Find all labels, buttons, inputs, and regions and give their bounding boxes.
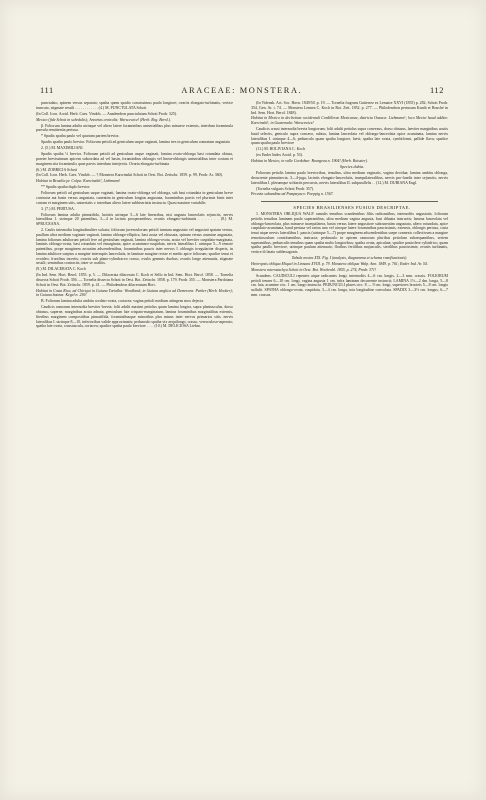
paragraph: (6.) M. ZORRICIA Schott [36,167,77,172]
paragraph: Caudicis crassi internodia brevia longiorum; folii adulti petiolus supra convexus, dorso obtusus, laeviter marginibus acutis haud selectis, geniculo supra concavo, subtus, lamina lanceolata vel oblongo-lanceolata apice acuminata, lamina nervis lateralibus I. utrinque 4—6; pedunculo quam spatha longiore, laevi; spatha late ovata, cymbiformi, pallide flava; spadice quam spatha paulo breviore [251,127,448,146]
running-title: ARACEAE: MONSTERA. [181,86,303,95]
text-columns [36,101,448,721]
paragraph: (11.) M. BOLIVIANA C. Koch [256,147,306,152]
paragraph: Foliorum petioli ad geniculum usque vaginati, lamina ovato-oblonga vel oblonga, sub basi rotundata in geniculum breve contracta aut basin versus angustata, cuneatim in geniculum longius angustata, foraminibus parvis vel plurimis binis inter costam et marginem sitis, uniseriatis v. interdum altero latere subbiseriatis instructa. Quasi maxime variabilis [36,191,233,205]
paragraph: Spadix spatha paulo brevior. Foliorum petioli ad geniculum usque vaginati, lamina tres in geniculum connatum angustata [41,140,230,145]
page-number-right: 112 [429,86,444,95]
paragraph: punctulato, spinem versus separato; spatha quem spadix crassissimus paulo longiore; ovariis elongato-turbinatis, vertice truncato, stigmate sessili . . . . . . . . . . . . (4.) M. PUNCTULATA Schott [36,101,233,110]
paragraph: Scandens. CAUDICULI repentes atque radicantes longi, internodiis 4—6 cm. longis, 2—3 mm. crassis. FOLIORUM petioli tenues 6—10 cm. longi, vagina angusta 1 cm. infra laminam decurrente instructi; LAMINA 1½—2 dm. longa, 5—8 cm. lata, acumine circ. 1 cm. longo instructa. PEDUNCULI plures circ. 8 — 9 cm. longi, superiores bracteis 5—8 cm. longis suffulti. SPATHA oblongo-ovata, cuspidata, 3—4 cm. longa, tota longitudine convoluta. SPADIX 3—3½ cm. longus, 6—7 mm. crassus. [251,273,448,297]
section-heading: SPECIES BRASILIENSES FUSIUS DESCRIPTAE. [293,205,411,211]
paragraph: (In Coll. Icon. Herb. Caes. Vindob. — † Monstera Karwinskii Schott in Oest. Bot. Zeitschr. 1859. p. 99, Prodr. Ar. 360). [36,173,223,178]
subheading: Species dubia. [339,164,365,170]
paragraph: 2. Caulis internodia longitudinaliter sulcata; foliorum juvenculorum petioli tamtum angustato vel angustati spatam versus, paullum ultra medium vaginate vaginati, lamina oblongo-elliptica, basi acuta vel obtusata, spinam versus acumine angustata, lamina foliorum adultorum petioli fere ad geniculum vaginati, lamina oblongo-ovata, acuta vel breviter cuspidato-marginata, laminis oblongo-ovata, basi rotundata vel emarginata, apice acuminato-cuspidata, nervis lateralibus I. utrinque 5—9 remote patentibus, prope marginem arcuatim adscendentibus, foraminibus paucis inter nervos I. oblongis irregulariter disperis, in lamina adultiore saepius a margine interruptis lanceolatis, in laminae margine rectae et medio apice foliorum; spadice tenui et ovoideo; fructibus incertis; ovariis sub plano-cylindraceo crasso, ovulis gemmis duobus; ovariis longe attenuatis, stigmate sessili; seminibus contractis, inter se coalitis. [36,228,233,266]
plate-reference: Tabula nostra XIX. Fig. I (analysis, diagramma et schema ramificationis). [291,256,408,261]
page-number-left: 111 [40,86,54,95]
habitat-note: Peruvia subandina ad Pampayaco: Poeppig n. 1567. [251,192,334,197]
right-column [251,101,448,721]
paragraph: 2. (5.) M. MAXIMILIANI. [41,146,84,151]
section-rule [261,201,438,202]
paragraph: (Tornelia vulgaris Schott Prodr. 357). [256,186,315,191]
running-head [40,86,444,95]
paragraph: Spadix spatha ⅓ brevior. Foliorum petioli ad geniculum usque vaginati, lamina ovato-oblonga basi rotundata obtusa, praeter brevissimum apicem subcordata ad vel basin, foraminibus oblongis vel linear-oblongis uniserialibus inter costam et marginem sita foraminulis quae parvis interdum interjectis. Ovaria elongato-turbinata [36,152,233,166]
paragraph: (In Vidensk. Act. Soc. Havn. 1849/50. p. 19. — Tornelia fragrans Gutierrez ex Lemaire XXVI (1855) p. 282; Schott Prodr. 354, Gen. Ar. t. 74. — Monstera Lennea C. Koch in Bot. Zeit. 1852. p. 277. — Philodendron pertusum Kunth et Bouché in Ind. Sem. Hort. Berol. 1848). [251,101,448,115]
habitat-note: Habitat in Mexico, in valle Cordobae: Bourgeau n. 1904! (Herb. Boissier). [251,159,368,164]
paragraph: ** Spadix spatha duplo brevior. [41,185,91,190]
paragraph: * Spadix spatha paulo vel quartam partem brevior. [41,134,120,139]
paragraph: 3. (7.) M. PERTUSA. [41,206,75,211]
paragraph: Habitat in Brasilia pr. Colpa: Karwinskii!, Liebmann! [36,179,121,184]
paragraph: Foliorum lamina adulta pinnatifida, laciniis utrinque 5—6 late linearibus, nisi angusta lanceolatis sejunctis, nervis lateralibus 1. utrinque 20 patentibus, 3—4 in lacinia prosperantibus; ovariis elongato-turbinatis . . . . . . . (8.) M. SPRUCEANA. [36,212,233,227]
paragraph: (ex Ender Index Aroid. p. 53). [256,153,303,158]
paragraph: B. Foliorum lamina adulta ambitu cordato-ovata, coriacea; vagina petioli medium attingens mox dejecta. [41,299,205,304]
paragraph: Foliorum petiolis lamina paulo brevioribus, tenuibus, ultra medium vaginatis, vagina decidua; lamina ambitu oblonga, decurrente pinnatisecta, 3—4-juga, laciniis elongato-lanceolatis, inaequilateralibus, nervis pro-fundis inter sejunctis, nervis lateralibus I. plerumque solitariis percursis, nervis lateralibus II. subparallelis . . (12.) M. DUBIANA Engl. [251,171,448,185]
paragraph: (In Coll. Icon. Aroid. Herb. Caes. Vindob. — Anadendron punctulatum Schott Prodr. 325). [36,111,178,116]
habitat-note: Habitat in Mexico in declivitate occidentali Cordillerae Mexicanae, districtu Oaxaca: Liebmann!; loco Mexici haud addito: Karwinski!; in Guatemala: Warscewicz! [251,116,448,126]
left-column [36,101,233,721]
paragraph: Habitat in Costa Rica, ad Chiriqui in Guiana Turialba: Woodland; in Guiana anglica ad Demerara: Parker (Herb. Hooker); in Guiana batava: Kegel n. 236! [36,288,233,298]
habitat-note: Monstera microstachya Schott in Oest. Bot. Wochenbl. 1855. p. 274, Prodr. 371! [251,267,377,272]
paragraph: Mexico (fide Schott in schedulis); Arearias centralis: Warscewicz! (Herb. Reg. Berol.). [36,117,171,122]
paragraph: 1. MONSTERA OBLIQUA WALP. ramulis tenuibus scandentibus filiis radicantibus, internodiis angustatis; foliorum petiolis tenuibus laminam paulo superantibus, ultra medium vagina angusta, basi dilatata instructis; lamina lanceolata vel oblongo-lanceolata, plus minusve inaequilatera, basin versus latere angustiore subcuneatim angustata, altero rotundata, apice cuspidato-acuminata, haud pertusa vel rarius uno vel utroque latere foraminibus paucissimis, extensis, oblongis pertusa, costa tenui atque nervis lateralibus I. paucis (utrinque 5—7) prope marginem adscendentibus saepe connexis collectivum a margine remotiusculum constituentibus instructa; pedunculo in apicem ramorum pluribus petiolum subaequantibus, seriem superantibus, pedunculis tenuibus quam spatha multo longioribus; spatha ovata, apiculata; spadice panicifere cylindrico, quam spatha paullo breviore, utrinque paulum attenuato; floribus fertilibus majusculis, sterilibus paucissimis; ovariis turbinatis, vertice di latato subhexagonis. [251,212,448,255]
paragraph: β. Foliorum lamina adulta utrinque vel altero latere foraminibus uniserialibus plus minusve extensis, interdum foraminula parvula remittentia pertusa. [36,123,233,133]
habitat-note: Heteropsis obliqua Miquel in Linnaea XVIII. p. 79. Monstera obliqua Walp. Ann. 1849. p. 761; Ender Ind. Ar. 54. [251,262,428,266]
paragraph: (9.) M. DILACERATA C. Koch [36,267,86,272]
paragraph: (In Ind. Sem. Hort. Berol. 1855. p. 5. — Dilacerata dilacerata C. Koch et Sello in Ind. Sem. Hort. Berol. 1858. — Tornelia dissecta Schott Prodr. 356. — Tornelia dissecta Schott in Oest. Bot. Zeitschr. 1858. p. 179. Prodr. 355. — Monstera Pardoiana Schott in Oest. Bot. Zeitschr. 1859. p. 41. — Philodendron dilaceratum Hort. [36,273,233,287]
paragraph: Caudicis ramorum internodia breviter brevia; folii adulti maximi petiolus quam lamina longior, supra planiusculus, dorso obtusus, superne, marginibus acuta adnata, geniculum late crispato-marginatum, lamina foraminibus marginalibus extensis, literibus marginem compositibus pinnatifida, foraminibusque minoribus plus minus inter nervos primarios sitis, nervis lateralibus I. utrinque 8—10, inferioribus valide approximatis; pedunculo spatha vix aequilongo, crasso, verruculoso-asperato; spatha late ovata, crassiuscula, coriacea; spadice spatha paulo breviore . . . . (10.) M. DELICIOSA Liebm. [36,305,233,329]
